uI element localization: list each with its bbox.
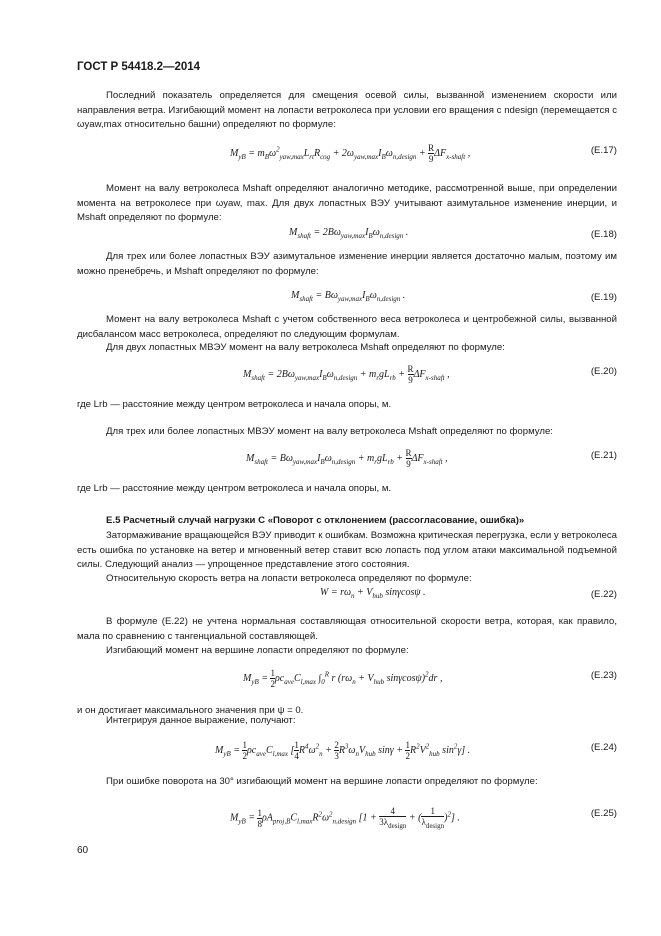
equation-e20 bbox=[77, 364, 617, 386]
paragraph: Для двух лопастных МВЭУ момент на валу ветроколеса Mshaft определяют по формуле: bbox=[106, 342, 505, 353]
equation-number: (Е.19) bbox=[590, 292, 617, 303]
equation-number: (Е.23) bbox=[590, 670, 617, 681]
paragraph: Для трех или более лопастных МВЭУ момент на валу ветроколеса Mshaft определяют по формуле: bbox=[106, 426, 553, 437]
page-number: 60 bbox=[77, 845, 89, 856]
paragraph: где Lrb — расстояние между центром ветроколеса и начала опоры, м. bbox=[77, 483, 392, 494]
equation-number: (Е.22) bbox=[590, 589, 617, 600]
paragraph: В формуле (Е.22) не учтена нормальная составляющая относительной скорости ветра, которая, как правило, мала по сравнению с тангенциальной составляющей. bbox=[77, 616, 617, 642]
equation-e23 bbox=[77, 668, 617, 690]
paragraph: При ошибке поворота на 30° изгибающий момент на вершине лопасти определяют по формуле: bbox=[106, 776, 538, 787]
formula: $M_{yB}$ = $\frac{1}{8}$ $\rho A_{proj,B}C_{l,max}R^2\omega^2_{n,design}$ [1 + 4 $3\lambda_{design}$ + ( 1 $\lambda_{design}$ )$^2$] . bbox=[230, 806, 460, 830]
paragraph: Для трех или более лопастных ВЭУ азимутальное изменение инерции является достаточно малым, поэтому им можно пренебречь, и Mshaft определяют по формуле: bbox=[77, 251, 617, 277]
equation-number: (Е.20) bbox=[590, 366, 617, 377]
equation-number: (Е.24) bbox=[590, 742, 617, 753]
equation-number: (Е.25) bbox=[590, 808, 617, 819]
equation-e21 bbox=[77, 448, 617, 470]
formula: $M_{shaft} = B\omega_{yaw,max}I_B\omega_{n,design} + m_rgL_{rb}$ + $\frac{R}{9}$ $\Delta F_{x-shaft}$ , bbox=[246, 448, 448, 469]
equation-e19 bbox=[77, 290, 617, 312]
paragraph: Момент на валу ветроколеса Mshaft определяют аналогично методике, рассмотренной выше, при определении момента на ветроколесе при ωyaw, max. Для двух лопастных ВЭУ учитывают азимутальное изменение инерции, и Mshaft определяют по формуле: bbox=[77, 183, 617, 224]
paragraph: Момент на валу ветроколеса Mshaft с учетом собственного веса ветроколеса и центробежной силы, вызванной дисбалансом масс ветроколеса, определяют по следующим формулам. bbox=[77, 314, 617, 340]
formula: $M_{yB}$ = $\frac{1}{2}$ $\rho c_{ave}C_{l,max}$ $\int_0^R$ r ($r\omega_n + V_{hub}$ sinγcosψ)$^2$dr , bbox=[243, 668, 443, 689]
equation-number: (Е.18) bbox=[590, 229, 617, 240]
equation-e18 bbox=[77, 227, 617, 249]
formula: $M_{shaft} = B\omega_{yaw,max}I_B\omega_{n,design}$ . bbox=[291, 290, 406, 303]
paragraph: и он достигает максимального значения при ψ = 0. bbox=[77, 705, 304, 716]
equation-number: (Е.21) bbox=[590, 450, 617, 461]
paragraph: Затормаживание вращающейся ВЭУ приводит к ошибкам. Возможна критическая перегрузка, если у ветроколеса есть ошибка по установке на ветер и мгновенный ветер ставит всю лопасть под углом атаки максимальной подъемной силы. Следующий анализ — упрощенное представление этого состояния. bbox=[77, 530, 617, 571]
paragraph: Последний показатель определяется для смещения осевой силы, вызванной изменением скорости или направления ветра. Изгибающий момент на лопасти ветроколеса при условии его вращения с ndesign (перемещается с ωyaw,max относительно башни) определяют по формуле: bbox=[77, 90, 617, 131]
paragraph: Относительную скорость ветра на лопасти ветроколеса определяют по формуле: bbox=[106, 573, 472, 584]
section-heading: Е.5 Расчетный случай нагрузки С «Поворот с отклонением (рассогласование, ошибка)» bbox=[106, 515, 525, 526]
equation-number: (Е.17) bbox=[590, 145, 617, 156]
paragraph: Изгибающий момент на вершине лопасти определяют по формуле: bbox=[106, 645, 409, 656]
equation-e25 bbox=[77, 806, 617, 828]
formula: $M_{shaft} = 2B\omega_{yaw,max}I_B\omega_{n,design} + m_rgL_{rb}$ + $\frac{R}{9}$ $\Delta F_{x-shaft}$ , bbox=[243, 364, 450, 385]
formula: $M_{yB} = m_B\omega^2_{yaw,max}L_{rt}R_{cog} + 2\omega_{yaw,max}I_B\omega_{n,design}$ + $\frac{R}{9}$ $\Delta F_{x-shaft}$ , bbox=[230, 143, 471, 164]
formula: $M_{shaft} = 2B\omega_{yaw,max}I_B\omega_{n,design}$ . bbox=[289, 227, 409, 240]
formula: $M_{yB}$ = $\frac{1}{2}$ $\rho c_{ave}C_{l,max}$ [ $\frac{1}{4}$ $R^4\omega^2_n$ + $\frac{2}{3}$ $R^3\omega_nV_{hub}$ sinγ + $\frac{1}{2}$ $R^2V^2_{hub}$ $\sin^2\gamma$] . bbox=[215, 740, 471, 761]
document-code: ГОСТ Р 54418.2—2014 bbox=[77, 61, 201, 73]
equation-e24 bbox=[77, 740, 617, 762]
paragraph: Интегрируя данное выражение, получают: bbox=[106, 715, 296, 726]
paragraph: где Lrb — расстояние между центром ветроколеса и начала опоры, м. bbox=[77, 399, 392, 410]
formula: $W = r\omega_n + V_{hub}$ sinγcosψ . bbox=[320, 587, 426, 600]
equation-e17 bbox=[77, 143, 617, 165]
equation-e22 bbox=[77, 587, 617, 609]
